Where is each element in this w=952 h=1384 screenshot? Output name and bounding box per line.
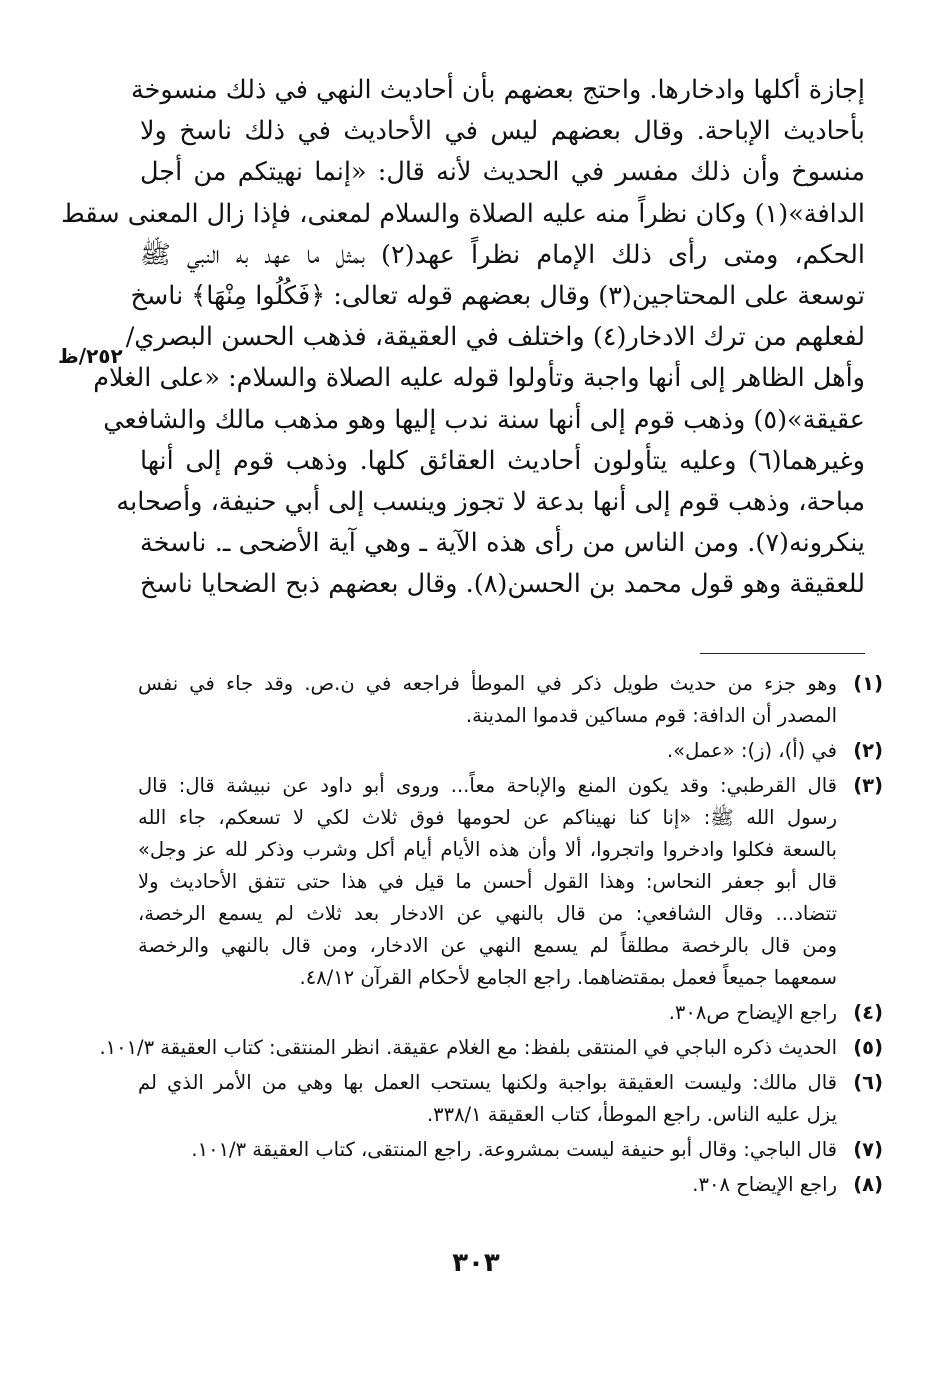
footnote-number: (١) — [853, 672, 883, 695]
footnote-text — [138, 1067, 837, 1131]
footnote-text — [138, 1134, 837, 1166]
footnote-line: تتضاد... وقال الشافعي: من قال بالنهي عن الادخار بعد ثلاث لم يسمع الرخصة، — [138, 902, 837, 925]
footnote-number: (٧) — [853, 1138, 883, 1161]
main-text-line: إجازة أكلها وادخارها. واحتج بعضهم بأن أحاديث النهي في ذلك منسوخة — [130, 75, 865, 105]
footnote-item — [138, 1169, 883, 1201]
footnote-line: قال أبو جعفر النحاس: وهذا القول أحسن ما قيل في هذا حتى تتفق الأحاديث ولا — [138, 870, 837, 893]
footnote-number: (٥) — [853, 1036, 883, 1059]
main-text-line: الدافة»(١) وكان نظراً منه عليه الصلاة والسلام لمعنى، فإذا زال المعنى سقط — [61, 198, 865, 229]
footnote-item — [138, 997, 883, 1029]
footnote-separator-rule — [700, 653, 865, 654]
main-text-line: منسوخ وأن ذلك مفسر في الحديث لأنه قال: «إنما نهيتكم من أجل — [140, 157, 865, 188]
main-text-line: توسعة على المحتاجين(٣) وقال بعضهم قوله تعالى: ﴿فَكُلُوا مِنْهَا﴾ ناسخ — [130, 280, 865, 311]
footnote-line: وهو جزء من حديث طويل ذكر في الموطأ فراجعه في ن.ص. وقد جاء في نفس — [138, 672, 837, 695]
footnote-number: (٣) — [853, 774, 883, 797]
footnote-number: (٦) — [853, 1071, 883, 1094]
footnote-line: بالسعة فكلوا وادخروا واتجروا، ألا وأن هذه الأيام أيام أكل وشرب وذكر لله عز وجل» — [138, 838, 837, 861]
footnote-text — [99, 1032, 837, 1064]
footnote-number: (٤) — [853, 1001, 883, 1024]
main-text-line: للعقيقة وهو قول محمد بن الحسن(٨). وقال بعضهم ذبح الضحايا ناسخ — [140, 569, 865, 600]
footnote-item — [138, 668, 883, 732]
margin-folio-note: ٢٥٢/ظ — [58, 344, 123, 368]
main-text-line: وغيرهما(٦) وعليه يتأولون أحاديث العقائق كلها. وذهب قوم إلى أنها — [140, 445, 865, 476]
footnote-number: (٨) — [853, 1173, 883, 1196]
footnote-line: ومن قال بالرخصة مطلقاً لم يسمع النهي عن الادخار، ومن قال بالنهي والرخصة — [138, 934, 837, 957]
main-text-line: وأهل الظاهر إلى أنها واجبة وتأولوا قوله عليه الصلاة والسلام: «على الغلام — [93, 363, 865, 394]
footnotes-block — [99, 668, 883, 1204]
main-text-line: ينكرونه(٧). ومن الناس من رأى هذه الآية ـ وهي آية الأضحى ـ. ناسخة — [140, 528, 865, 559]
footnote-line: في (أ)، (ز): «عمل». — [666, 739, 837, 762]
main-text-line: مباحة، وذهب قوم إلى أنها بدعة لا تجوز وينسب إلى أبي حنيفة، وأصحابه — [116, 486, 865, 517]
footnote-item — [138, 1067, 883, 1131]
footnote-text — [138, 735, 837, 767]
footnote-text — [138, 668, 837, 732]
footnote-line: قال مالك: وليست العقيقة بواجبة ولكنها يستحب العمل بها وهي من الأمر الذي لم — [138, 1071, 837, 1094]
footnote-line: سمعهما جميعاً فعمل بمقتضاهما. راجع الجامع لأحكام القرآن ٤٨/١٢. — [299, 966, 837, 989]
main-text-line: بأحاديث الإباحة. وقال بعضهم ليس في الأحاديث في ذلك ناسخ ولا — [140, 116, 865, 147]
footnote-line: المصدر أن الدافة: قوم مساكين قدموا المدينة. — [465, 704, 837, 727]
main-text-line: لفعلهم من ترك الادخار(٤) واختلف في العقيقة، فذهب الحسن البصري/ — [125, 322, 865, 353]
footnote-line: راجع الإيضاح ص٣٠٨. — [668, 1001, 837, 1024]
footnote-number: (٢) — [853, 739, 883, 762]
footnote-text — [138, 1169, 837, 1201]
footnote-line: قال القرطبي: وقد يكون المنع والإباحة معاً... وروى أبو داود عن نبيشة قال: قال — [138, 774, 837, 797]
footnote-item — [138, 735, 883, 767]
footnote-line: الحديث ذكره الباجي في المنتقى بلفظ: مع الغلام عقيقة. انظر المنتقى: كتاب العقيقة ١٠١/٣. — [99, 1036, 837, 1059]
footnote-text — [138, 997, 837, 1029]
footnote-text — [138, 770, 837, 994]
main-text-line: الحكم، ومتى رأى ذلك الإمام نظراً عهد(٢) بمثل ما عهد به النبي ﷺ — [140, 239, 865, 270]
footnote-line: رسول الله ﷺ: «إنا كنا نهيناكم عن لحومها فوق ثلاث لكي لا تسعكم، جاء الله — [138, 806, 837, 829]
footnote-line: راجع الإيضاح ٣٠٨. — [692, 1173, 837, 1196]
footnote-line: يزل عليه الناس. راجع الموطأ، كتاب العقيقة ٣٣٨/١. — [426, 1103, 837, 1126]
footnote-item — [138, 1134, 883, 1166]
footnote-item — [138, 770, 883, 994]
footnote-item — [99, 1032, 883, 1064]
page-number: ٣٠٣ — [452, 1248, 500, 1278]
footnote-line: قال الباجي: وقال أبو حنيفة ليست بمشروعة. راجع المنتقى، كتاب العقيقة ١٠١/٣. — [191, 1138, 837, 1161]
main-text-line: عقيقة»(٥) وذهب قوم إلى أنها سنة ندب إليها وهو مذهب مالك والشافعي — [103, 404, 865, 435]
